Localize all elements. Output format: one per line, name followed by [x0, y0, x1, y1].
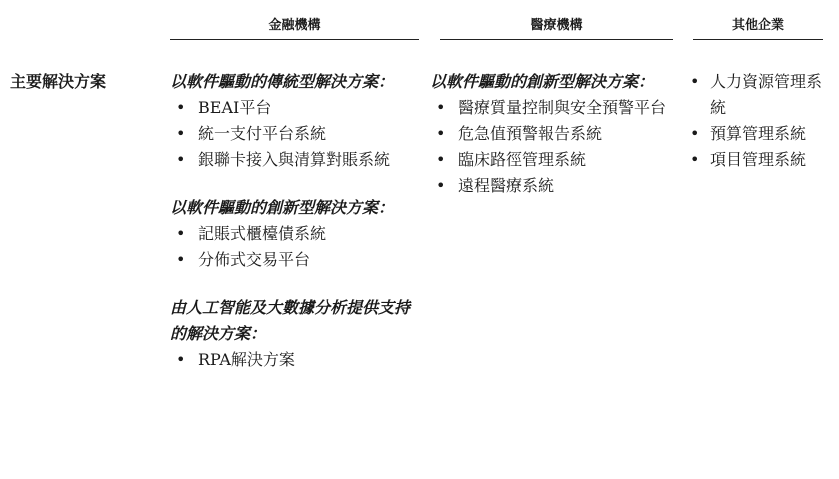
solution-group — [170, 195, 425, 273]
list-item-text: 銀聯卡接入與清算對賬系統 — [198, 150, 391, 169]
bullet-icon: • — [176, 124, 186, 143]
list-item — [430, 95, 680, 121]
column-header-medical-institutions: 醫療機構 — [440, 14, 673, 40]
bullet-icon: • — [176, 150, 186, 169]
solution-group — [170, 295, 425, 373]
list-item-text: RPA解決方案 — [198, 350, 295, 369]
financial-solutions-column — [170, 69, 425, 395]
list-item — [430, 121, 680, 147]
list-item — [170, 221, 425, 247]
solution-list — [170, 221, 425, 273]
list-item-text: 分佈式交易平台 — [198, 250, 311, 269]
bullet-icon: • — [436, 98, 446, 117]
list-item-text: 危急值預警報告系統 — [458, 124, 603, 143]
list-item — [690, 69, 835, 121]
list-item — [690, 121, 835, 147]
solution-list — [690, 69, 835, 173]
list-item-text: 記賬式櫃檯債系統 — [198, 224, 327, 243]
list-item-text: 遠程醫療系統 — [458, 176, 555, 195]
list-item — [430, 173, 680, 199]
solution-list — [430, 95, 680, 199]
solution-group — [170, 69, 425, 173]
bullet-icon: • — [176, 250, 186, 269]
row-label-main-solutions: 主要解決方案 — [10, 72, 107, 91]
bullet-icon: • — [176, 350, 186, 369]
list-item — [430, 147, 680, 173]
list-item-text: 項目管理系統 — [710, 150, 807, 169]
list-item-text: 臨床路徑管理系統 — [458, 150, 587, 169]
list-item — [690, 147, 835, 173]
bullet-icon: • — [690, 72, 700, 91]
list-item — [170, 247, 425, 273]
medical-solutions-column — [430, 69, 680, 221]
solution-group — [430, 69, 680, 199]
column-header-other-enterprises: 其他企業 — [693, 14, 823, 40]
bullet-icon: • — [176, 98, 186, 117]
list-item-text: 統一支付平台系統 — [198, 124, 327, 143]
bullet-icon: • — [690, 124, 700, 143]
bullet-icon: • — [436, 124, 446, 143]
group-title: 由人工智能及大數據分析提供支持的解決方案： — [170, 298, 411, 343]
bullet-icon: • — [436, 176, 446, 195]
bullet-icon: • — [436, 150, 446, 169]
list-item-text: 預算管理系統 — [710, 124, 807, 143]
list-item — [170, 121, 425, 147]
list-item-text: 人力資源管理系統 — [710, 72, 823, 117]
bullet-icon: • — [176, 224, 186, 243]
list-item — [170, 147, 425, 173]
column-header-financial-institutions: 金融機構 — [170, 14, 419, 40]
list-item-text: 醫療質量控制與安全預警平台 — [458, 98, 667, 117]
group-title: 以軟件驅動的傳統型解決方案： — [170, 72, 395, 91]
solution-list — [170, 95, 425, 173]
solution-list — [170, 347, 425, 373]
other-enterprises-solutions-column — [690, 69, 835, 173]
group-title: 以軟件驅動的創新型解決方案： — [430, 72, 655, 91]
list-item — [170, 347, 425, 373]
bullet-icon: • — [690, 150, 700, 169]
list-item — [170, 95, 425, 121]
group-title: 以軟件驅動的創新型解決方案： — [170, 198, 395, 217]
list-item-text: BEAI平台 — [198, 98, 272, 117]
